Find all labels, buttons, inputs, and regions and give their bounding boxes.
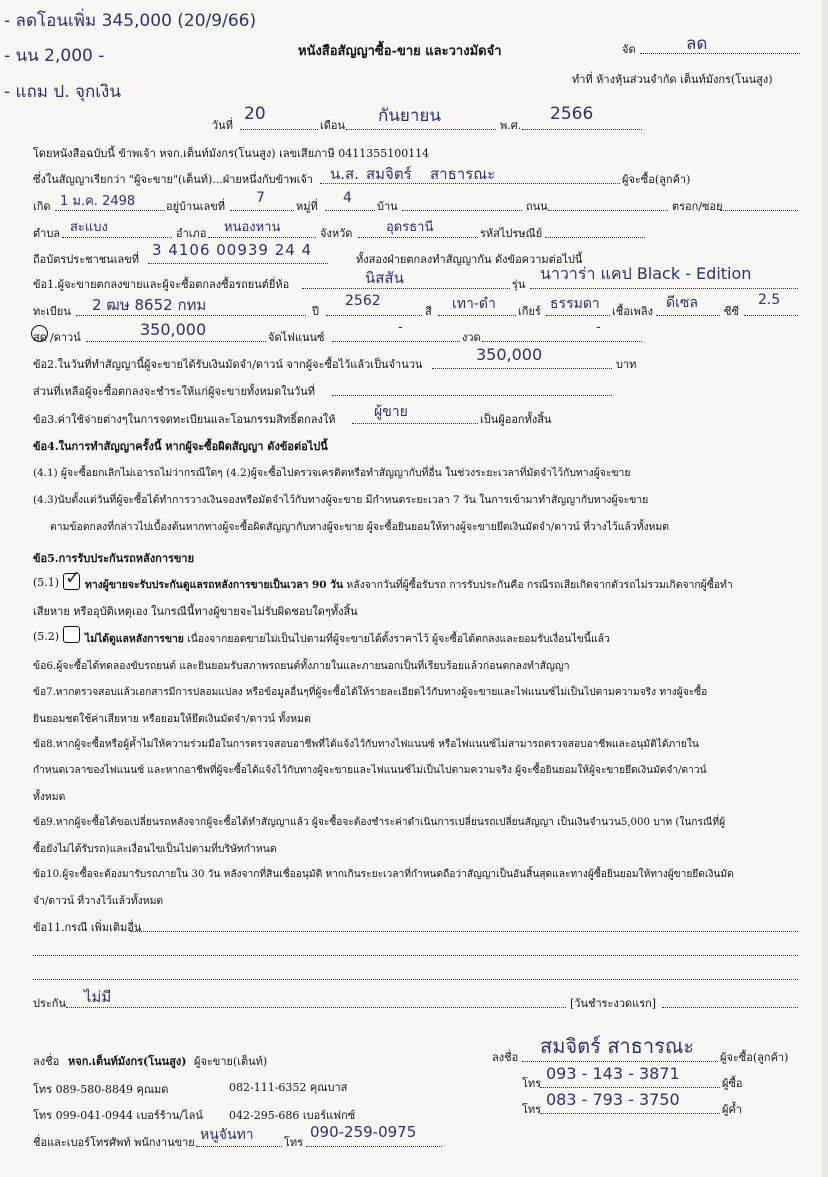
phone-line-1: โทร 089-580-8849 คุณมด	[33, 1083, 169, 1096]
phone-line-2: 082-111-6352 คุณบาส	[229, 1081, 348, 1094]
seller-role: ผู้จะขาย(เต็นท์)	[194, 1055, 268, 1068]
province-label: จังหวัด	[320, 227, 353, 240]
clause8-line-3: ทั้งหมด	[33, 791, 66, 803]
warranty-opt2-text	[85, 630, 610, 647]
moo-value: 4	[343, 190, 352, 206]
clause7-line-1: ข้อ7.หากตรวจสอบแล้วเอกสารมีการปลอมแปลง หรือข้อมูลอื่นๆที่ผู้จะซื้อได้ให้รายละเอียดไว้กับทางผู้จะขายและไฟแนนซ์ไม่เป็นไปตามความจริง ทางผู้จะซื้อ	[33, 687, 708, 698]
clause9-line-2: ซื้อยังไม่ได้รับรถ)และเงื่อนไขเป็นไปตามที่บริษัทกำหนด	[33, 843, 277, 855]
down-value: 350,000	[140, 320, 207, 339]
clause8-line-1: ข้อ8.หากผู้จะซื้อหรือผู้ค้ำไม่ให้ความร่วมมือในการตรวจสอบอาชีพที่ได้แจ้งไว้กับทางไฟแนนซ์ หรือไฟแนนซ์ไม่สามารถตรวจสอบอาชีพและอนุมัติได้ภายใน	[33, 739, 699, 750]
id-suffix: ทั้งสองฝ่ายตกลงทำสัญญากัน ดังข้อความต่อไปนี้	[356, 253, 583, 266]
car-brand-value: นิสสัน	[365, 269, 404, 287]
buyer-last-name: สาธารณะ	[430, 165, 496, 183]
seller-sign-label: ลงชื่อ	[33, 1055, 60, 1068]
reg-label: ทะเบียน	[33, 305, 71, 318]
clause5-title: ข้อ5.การรับประกันรถหลังการขาย	[33, 552, 195, 565]
buyer-tel-label: โทร	[522, 1077, 542, 1090]
buyer-tel-value: 093 - 143 - 3871	[546, 1064, 680, 1083]
warranty-opt1-line-2: เสียหาย หรืออุบัติเหตุเอง ในกรณีนี้ทางผู้ขายจะไม่รับผิดชอบใดๆทั้งสิ้น	[33, 605, 358, 618]
no-warranty-checkbox[interactable]	[63, 626, 80, 643]
sales-staff-name: หนูจันทา	[200, 1127, 254, 1143]
doc-no-label: จัด	[622, 43, 636, 56]
clause10-line-2: จำ/ดาวน์ ที่วางไว้แล้วทั้งหมด	[33, 895, 164, 907]
installment-value: -	[596, 320, 601, 335]
buyer-first-name: สมจิตร์	[366, 165, 412, 183]
clause3-suffix: เป็นผู้ออกทั้งสิ้น	[480, 413, 552, 426]
handnote-line-2: - นน 2,000 -	[4, 46, 105, 66]
gear-label: เกียร์	[518, 305, 541, 318]
sales-staff-tel: 090-259-0975	[310, 1123, 417, 1141]
doc-no-value: ลด	[686, 34, 708, 54]
warranty-opt1-number: (5.1)	[33, 576, 60, 589]
birth-value: 1 ม.ค. 2498	[60, 194, 136, 209]
model-label: รุ่น	[512, 278, 526, 291]
finance-label: จัดไฟแนนซ์	[268, 331, 325, 344]
clause6-text: ข้อ6.ผู้จะซื้อได้ทดลองขับรถยนต์ และยินยอมรับสภาพรถยนต์ทั้งภายในและภายนอกเป็นที่เรียบร้อยแล้วก่อนตกลงทำสัญญา	[33, 660, 570, 672]
zip-label: รหัสไปรษณีย์	[480, 227, 543, 240]
year-value: 2566	[550, 104, 594, 124]
road-label: ถนน	[526, 200, 548, 213]
month-label: เดือน	[320, 119, 346, 132]
province-value: อุดรธานี	[386, 220, 434, 235]
buyer-sign-label: ลงชื่อ	[492, 1051, 519, 1064]
fuel-label: เชื้อเพลิง	[612, 305, 653, 318]
clause10-line-1: ข้อ10.ผู้จะซื้อจะต้องมารับรถภายใน 30 วัน หลังจากที่สินเชื่ออนุมัติ หากเกินระยะเวลาที่กำหนดถือว่าสัญญาเป็นอันสิ้นสุดและทางผู้ซื้อยินยอมให้ทางผู้ขายยึดเงินมัด	[33, 869, 734, 880]
buyer-tel-suffix: ผู้ซื้อ	[722, 1077, 743, 1090]
down-label: /ดาวน์	[50, 331, 81, 344]
id-label: ถือบัตรประชาชนเลขที่	[33, 253, 139, 266]
village-label: บ้าน	[377, 200, 398, 213]
clause11-line-3[interactable]	[33, 978, 798, 980]
phone-line-4: 042-295-686 เบอร์แฟกซ์	[229, 1109, 356, 1122]
reg-value: 2 ฒษ 8652 กทม	[92, 296, 207, 314]
warranty-opt1-rest: หลังจากวันที่ผู้ซื้อรับรถ การรับประกันคือ กรณีรถเสียเกิดจากตัวรถไม่รวมเกิดจากผู้ซื้อทำ	[343, 579, 733, 591]
first-payment-label: [วันชำระงวดแรก]	[570, 997, 657, 1010]
sales-staff-label: ชื่อและเบอร์โทรศัพท์ พนักงานขาย	[33, 1136, 195, 1149]
clause8-line-2: กำหนดเวลาของไฟแนนซ์ และหากอาชีพที่ผู้จะซื้อได้แจ้งไว้กับทางผู้จะขายและไฟแนนซ์ไม่เป็นไปตามความจริง ผู้จะซื้อยินยอมให้ผู้จะขายยึดเงินมัดจำ/ดาวน์	[33, 765, 707, 776]
day-label: วันที่	[212, 119, 233, 132]
moo-label: หมู่ที่	[296, 200, 318, 213]
clause11-label: ข้อ11.กรณี เพิ่มเติมอื่น	[33, 921, 142, 934]
clause11-line-2[interactable]	[33, 954, 798, 956]
year-label: พ.ศ.	[500, 119, 522, 132]
house-value: 7	[256, 190, 265, 206]
sales-staff-tel-label: โทร	[284, 1136, 304, 1149]
month-value: กันยายน	[378, 106, 442, 126]
fuel-value: ดีเซล	[666, 295, 698, 311]
clause9-line-1: ข้อ9.หากผู้จะซื้อได้ขอเปลี่ยนรถหลังจากผู้จะซื้อได้ทำสัญญาแล้ว ผู้จะซื้อจะต้องชำระค่าดำเนินการเปลี่ยนรถเปลี่ยนสัญญา เป็นเงินจำนวน5,000 บาท (ในกรณีที่ผู้	[33, 817, 726, 828]
id-value: 3 4106 00939 24 4	[152, 241, 313, 259]
house-label: อยู่บ้านเลขที่	[166, 200, 226, 213]
clause4-line-2: (4.3)นับตั้งแต่วันที่ผู้จะซื้อได้ทำการวางเงินจองหรือมัดจำไว้กับทางผู้จะขาย มีกำหนดระยะเวลา 7 วัน ในการเข้ามาทำสัญญากับทางผู้จะขาย	[33, 494, 649, 506]
clause4-title: ข้อ4.ในการทำสัญญาครั้งนี้ หากผู้จะซื้อผิดสัญญา ดังข้อต่อไปนี้	[33, 440, 328, 453]
day-value: 20	[244, 104, 266, 124]
clause4-line-3: ตามข้อตกลงที่กล่าวไปเบื้องต้นหากทางผู้จะซื้อผิดสัญญากับทางผู้จะขาย ผู้จะซื้อยินยอมให้ทางผู้จะขายยึดเงินมัดจำ/ดาวน์ ที่วางไว้แล้วทั้งหมด	[50, 521, 670, 533]
amphoe-value: หนองหาน	[224, 220, 281, 235]
model-value: นาวาร่า แคป Black - Edition	[540, 264, 752, 283]
clause1-label: ข้อ1.ผู้จะขายตกลงขายและผู้จะซื้อตกลงซื้อรถยนต์ยี่ห้อ	[33, 278, 290, 291]
buyer-title: น.ส.	[330, 165, 359, 183]
handnote-line-3: - แถม ป. จุกเงิน	[4, 82, 121, 102]
warranty-opt1-text	[85, 576, 733, 593]
warranty-opt1-bold: ทางผู้ขายจะรับประกันดูแลรถหลังการขายเป็นเวลา 90 วัน	[85, 579, 344, 591]
guarantor-tel-value: 083 - 793 - 3750	[546, 1090, 680, 1109]
clause11-line-1[interactable]	[130, 930, 798, 932]
soi-label: ตรอก/ซอย	[672, 200, 723, 213]
deposit-value: 350,000	[476, 345, 543, 364]
cc-label: ซีซี	[724, 305, 739, 318]
buyer-signature: สมจิตร์ สาธารณะ	[540, 1034, 695, 1058]
warranty-opt2-rest: เนื่องจากยอดขายไม่เป็นไปตามที่ผู้จะขายได้ตั้งราคาไว้ ผู้จะซื้อได้ตกลงและยอมรับเงื่อนไขนี้แล้ว	[183, 633, 610, 645]
place-label: ทำที่ ห้างหุ้นส่วนจำกัด เต็นท์มังกร(โนนสูง)	[572, 73, 773, 86]
finance-value: -	[398, 320, 403, 335]
installment-label: งวด	[462, 331, 481, 344]
clause2-label: ข้อ2.ในวันที่ทำสัญญานี้ผู้จะขายได้รับเงินมัดจำ/ดาวน์ จากผู้จะซื้อไว้แล้วเป็นจำนวน	[33, 358, 423, 371]
car-year-label: ปี	[312, 305, 319, 318]
tambon-label: ตำบล	[33, 227, 61, 240]
clause2-line-2: ส่วนที่เหลือผู้จะซื้อตกลงจะชำระให้แก่ผู้จะขายทั้งหมดในวันที่	[33, 385, 316, 398]
birth-label: เกิด	[33, 200, 51, 213]
insurance-label: ประกัน	[33, 997, 66, 1010]
insurance-value: ไม่มี	[84, 988, 112, 1006]
phone-line-3: โทร 099-041-0944 เบอร์ร้าน/ไลน์	[33, 1109, 203, 1122]
check-mark-icon: ✓	[65, 567, 81, 589]
warranty-opt2-bold: ไม่ได้ดูแลหลังการขาย	[85, 633, 184, 645]
cc-value: 2.5	[758, 292, 781, 308]
intro-line-1: โดยหนังสือฉบับนี้ ข้าพเจ้า หจก.เต็นท์มังกร(โนนสูง) เลขเสียภาษี 0411355100114	[33, 147, 430, 160]
color-value: เทา-ดำ	[452, 296, 496, 312]
seller-name: หจก.เต็นท์มังกร(โนนสูง)	[68, 1055, 187, 1068]
buyer-role: ผู้จะซื้อ(ลูกค้า)	[622, 173, 691, 186]
document-title: หนังสือสัญญาซื้อ-ขาย และวางมัดจำ	[298, 44, 502, 59]
cash-label: สด	[33, 331, 47, 344]
fee-payer-value: ผู้ขาย	[374, 404, 408, 420]
clause4-line-1: (4.1) ผู้จะซื้อยกเลิกไม่เอารถไม่ว่ากรณีใดๆ (4.2)ผู้จะซื้อไปตรวจเครดิตหรือทำสัญญากับที่อื่น ในช่วงระยะเวลาที่มัดจำไว้กับทางผู้จะขาย	[33, 467, 631, 479]
amphoe-label: อำเภอ	[176, 227, 207, 240]
guarantor-tel-suffix: ผู้ค้ำ	[722, 1103, 742, 1116]
tambon-value: สะแบง	[70, 220, 108, 235]
intro-line-2: ซึ่งในสัญญาเรียกว่า "ผู้จะขาย"(เต็นท์)...ฝ่ายหนึ่งกับข้าพเจ้า	[33, 173, 313, 186]
clause3-label: ข้อ3.ค่าใช้จ่ายต่างๆในการจดทะเบียนและโอนกรรมสิทธิ์ตกลงให้	[33, 413, 336, 426]
deposit-unit: บาท	[616, 358, 637, 371]
gear-value: ธรรมดา	[550, 296, 600, 312]
warranty-opt2-number: (5.2)	[33, 630, 60, 643]
warranty-90-days-checkbox[interactable]	[63, 567, 81, 590]
buyer-sign-role: ผู้จะซื้อ(ลูกค้า)	[720, 1051, 789, 1064]
color-label: สี	[425, 305, 432, 318]
clause7-line-2: ยินยอมชดใช้ค่าเสียหาย หรือยอมให้ยึดเงินมัดจำ/ดาวน์ ทั้งหมด	[33, 713, 311, 725]
guarantor-tel-label: โทร	[522, 1103, 542, 1116]
car-year-value: 2562	[345, 293, 381, 309]
handnote-line-1: - ลดโอนเพิ่ม 345,000 (20/9/66)	[4, 11, 257, 31]
